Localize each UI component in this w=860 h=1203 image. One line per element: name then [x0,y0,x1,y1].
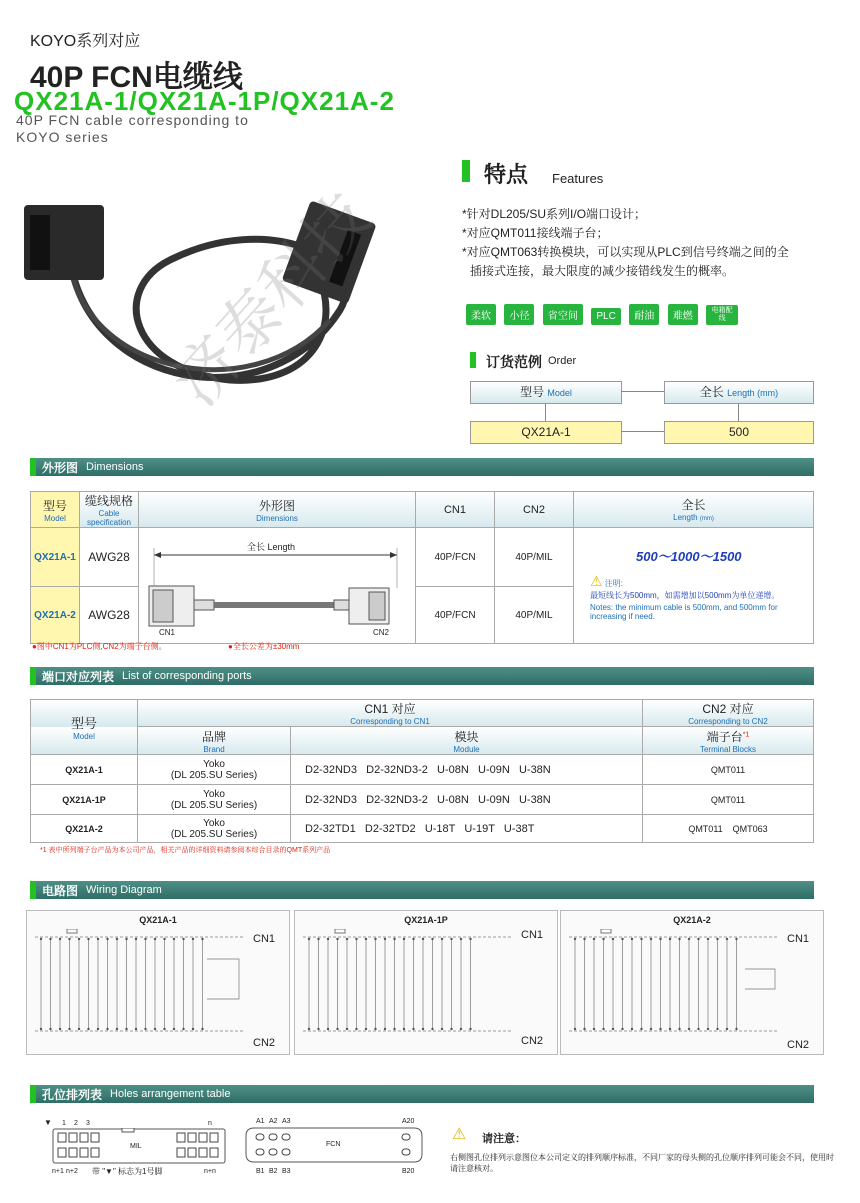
order-connector [621,431,664,432]
warning-icon: ⚠ [452,1126,467,1143]
ports-table: 型号 Model CN1 对应 Corresponding to CN1 CN2 对应 Corresponding to CN2 品牌 Brand 模块 Module 端子台$^{*1}$ Terminal Blocks QX21A-1 Yoko (DL 205.SU Series) D2-32ND3 D2-32ND3-2 U-08N U-09N U-38N QMT011 QX21A-1P Yoko (DL 205.SU Series) D2-32ND3 D2-32ND3-2 U-08N U-09N U-38N QMT011 QX21A-2 Yoko (DL 205.SU Series) D2-32TD1 D2-32TD2 U-18T U-19T U-38T QMT011 QMT063 [30,699,814,843]
ports-footnote: *1 表中所列端子台产品为本公司产品，相关产品的详细资料请参阅本综合目录的QMT系列产品 [40,847,331,854]
mil-caption: 带 "▼" 标志为1号脚 [92,1167,163,1176]
feature-item: 插接式连接，最大限度的减少接错线发生的概率。 [470,264,735,278]
order-model-value: QX21A-1 [470,421,622,444]
wiring-diagram-1: QX21A-1 CN1 CN2 [26,910,290,1055]
ports-bar: 端口对应列表 List of corresponding ports [30,667,814,685]
warning-icon: ⚠ [590,573,603,589]
feature-item: *对应QMT011接线端子台； [462,226,609,240]
order-connector [621,391,664,392]
tag: 难燃 [668,304,698,325]
feature-list [462,205,789,281]
order-title-en: Order [548,355,577,367]
dim-footnote-1: ●图中CN1为PLC侧,CN2为端子台侧。 [32,642,167,651]
wiring-bar: 电路图 Wiring Diagram [30,881,814,899]
length-cell: 500～1000～1500 ⚠ 注明: 最短线长为500mm，如需增加以500mm为单位递增。 Notes: the minimum cable is 500mm, and 500mm for increasing if need. [574,528,814,644]
tag: 小径 [504,304,534,325]
order-connector [738,403,739,421]
feature-item: *对应QMT063转换模块，可以实现从PLC到信号终端之间的全 [462,245,789,259]
table-row: QX21A-1 AWG28 全长 Length CN1 CN2 40P/FCN 40P/MIL 500～1000～1500 ⚠ 注明: 最短线长为500mm，如需增加以500mm为单位递增。 Notes: the minimum cable is 500mm, and 500mm for increasing if need. [31,528,814,587]
order-title: 订货范例 [486,354,542,370]
tag: PLC [591,308,620,325]
tag: 电箱配线 [706,305,738,325]
watermark-text: 济泰科技 [159,180,386,420]
order-length-header: 全长 Length (mm) [664,381,814,404]
order-length-value: 500 [664,421,814,444]
features-title-en: Features [552,171,604,186]
model-list: QX21A-1/QX21A-1P/QX21A-2 [14,86,395,116]
dimension-drawing: 全长 Length CN1 CN2 [139,528,416,644]
subtitle-en-1: 40P FCN cable corresponding to [16,112,249,128]
order-model-header: 型号 Model [470,381,622,404]
series-label: KOYO系列对应 [30,33,141,50]
feature-item: *针对DL205/SU系列I/O端口设计； [462,207,647,221]
order-marker [470,352,476,368]
notice-text: 右侧图孔位排列示意图位本公司定义的排列顺序标准，不同厂家的母头侧的孔位顺序排列可能会不同，使用时请注意核对。 [450,1153,834,1173]
mil-label: MIL [130,1143,142,1150]
page-title: 40P FCN电缆线 [30,61,243,94]
table-row: QX21A-1 Yoko (DL 205.SU Series) D2-32ND3 D2-32ND3-2 U-08N U-09N U-38N QMT011 [31,755,814,785]
subtitle-en-2: KOYO series [16,129,109,145]
wiring-diagram-3: QX21A-2 CN1 CN2 [560,910,824,1055]
table-row: QX21A-1P Yoko (DL 205.SU Series) D2-32ND3 D2-32ND3-2 U-08N U-09N U-38N QMT011 [31,785,814,815]
fcn-label: FCN [326,1141,341,1148]
dim-footnote-2: ●全长公差为±30mm [228,642,300,651]
tag: 耐油 [629,304,659,325]
order-connector [545,403,546,421]
notice-title: 请注意： [482,1133,526,1145]
feature-tags [466,304,742,325]
wiring-diagram-2: QX21A-1P CN1 CN2 [294,910,558,1055]
table-row: QX21A-2 Yoko (DL 205.SU Series) D2-32TD1 D2-32TD2 U-18T U-19T U-38T QMT011 QMT063 [31,815,814,843]
features-marker [462,160,470,182]
holes-bar: 孔位排列表 Holes arrangement table [30,1085,814,1103]
pin1-marker-icon: ▼ [44,1118,52,1127]
tag: 柔软 [466,304,496,325]
dimensions-bar: 外形图 Dimensions [30,458,814,476]
features-title: 特点 [484,162,529,187]
dimensions-table: 型号 Model 缆线规格 Cable specification 外形图 Dimensions CN1 CN2 全长 Length (mm) QX21A-1 AWG28 全长 Length CN1 CN2 40P/FCN 40P/MIL 500～1000～1500 ⚠ 注明: 最短线长为500mm，如需增加以500mm为单位递增。 Notes: the minimum cable is 500mm, and 500mm for increasing if need. QX21A-2 AWG28 40P/FCN 40P/MIL [30,491,814,644]
tag: 省空间 [543,304,583,325]
table-row: QX21A-2 AWG28 40P/FCN 40P/MIL [31,587,814,644]
